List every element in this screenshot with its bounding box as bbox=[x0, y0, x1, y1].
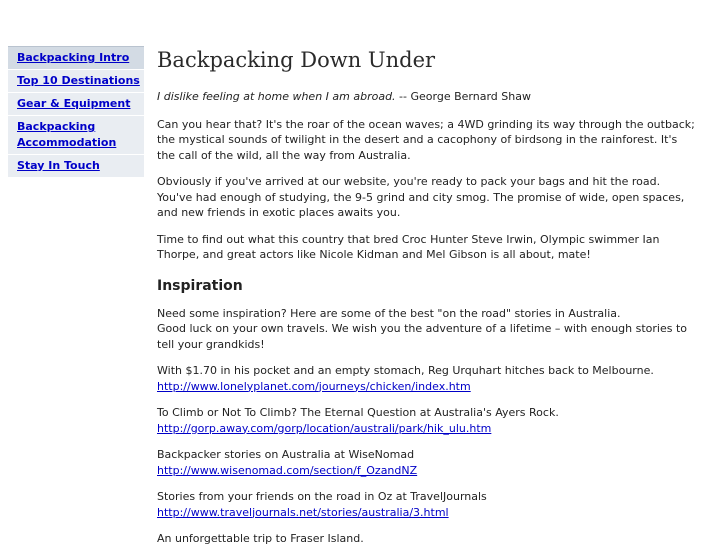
nav-link-backpacking-intro[interactable]: Backpacking Intro bbox=[8, 47, 144, 70]
story-item bbox=[157, 447, 697, 478]
story-link[interactable]: http://www.wisenomad.com/section/f_OzandNZ bbox=[157, 463, 418, 477]
story-item bbox=[157, 363, 697, 394]
nav-link-top-10-destinations[interactable]: Top 10 Destinations bbox=[8, 70, 144, 93]
inspiration-intro bbox=[157, 306, 697, 353]
nav-link-stay-in-touch[interactable]: Stay In Touch bbox=[8, 155, 144, 178]
nav-link-backpacking-accommodation[interactable]: Backpacking Accommodation bbox=[8, 116, 144, 155]
main-content bbox=[157, 44, 697, 558]
page-title: Backpacking Down Under bbox=[157, 48, 436, 72]
story-link[interactable]: http://www.lonelyplanet.com/journeys/chicken/index.htm bbox=[157, 379, 471, 393]
story-text: Stories from your friends on the road in Oz at TravelJournals bbox=[157, 490, 487, 503]
story-item bbox=[157, 531, 697, 547]
story-link[interactable]: http://www.traveljournals.net/stories/australia/3.html bbox=[157, 505, 449, 519]
quote-attribution: -- George Bernard Shaw bbox=[395, 90, 531, 103]
story-item bbox=[157, 405, 697, 436]
story-link[interactable]: http://gorp.away.com/gorp/location/australi/park/hik_ulu.htm bbox=[157, 421, 492, 435]
inspiration-line-1: Need some inspiration? Here are some of the best "on the road" stories in Australia. bbox=[157, 306, 621, 320]
quote-text: I dislike feeling at home when I am abroad. bbox=[157, 90, 396, 103]
story-text: To Climb or Not To Climb? The Eternal Question at Australia's Ayers Rock. bbox=[157, 406, 559, 419]
intro-paragraph-1: Can you hear that? It's the roar of the ocean waves; a 4WD grinding its way through the outback; the mystical sounds of twilight in the desert and a cacophony of birdsong in the rainforest. It's the call of the wild, all the way from Australia. bbox=[157, 117, 695, 162]
inspiration-heading: Inspiration bbox=[157, 277, 243, 294]
sidebar-nav bbox=[8, 46, 144, 178]
intro-paragraph-3: Time to find out what this country that bred Croc Hunter Steve Irwin, Olympic swimmer Ian Thorpe, and great actors like Nicole Kidman and Mel Gibson is all about, mate! bbox=[157, 232, 660, 261]
intro-paragraph-2: Obviously if you've arrived at our website, you're ready to pack your bags and hit the road. You've had enough of studying, the 9-5 grind and city smog. The promise of wide, open spaces, and new friends in exotic places awaits you. bbox=[157, 175, 685, 219]
nav-link-gear-equipment[interactable]: Gear & Equipment bbox=[8, 93, 144, 116]
inspiration-line-2: Good luck on your own travels. We wish you the adventure of a lifetime – with enough stories to tell your grandkids! bbox=[157, 322, 688, 351]
story-text: An unforgettable trip to Fraser Island. bbox=[157, 532, 364, 545]
story-text: Backpacker stories on Australia at WiseNomad bbox=[157, 448, 415, 461]
story-text: With $1.70 in his pocket and an empty stomach, Reg Urquhart hitches back to Melbourne. bbox=[157, 364, 654, 377]
story-item bbox=[157, 489, 697, 520]
quote bbox=[157, 89, 697, 105]
